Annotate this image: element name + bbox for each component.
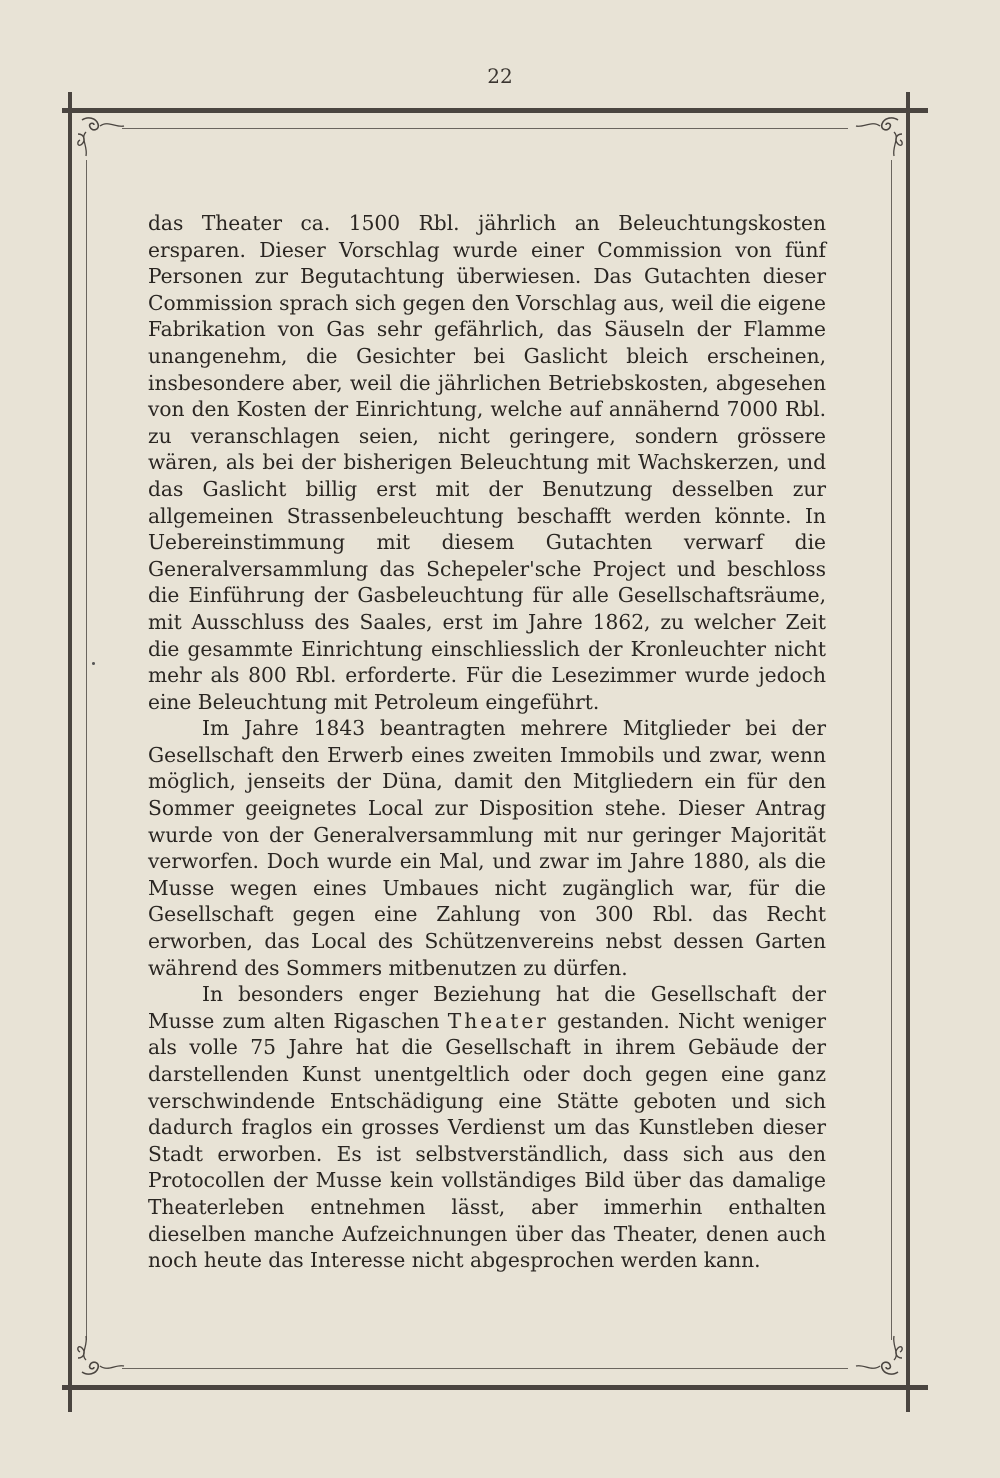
- inner-frame-left: [86, 160, 87, 1340]
- corner-ornament-bottom-left-icon: [74, 1330, 134, 1380]
- paragraph-2: Im Jahre 1843 beantragten mehrere Mitglieder bei der Gesellschaft den Erwerb eines zweiten Immobils und zwar, wenn möglich, jenseits der Düna, damit den Mitgliedern ein für den Sommer geeignetes Local zur Disposition stehe. Dieser Antrag wurde von der Generalversammlung mit nur geringer Majorität verworfen. Doch wurde ein Mal, und zwar im Jahre 1880, als die Musse wegen eines Umbaues nicht zugänglich war, für die Gesellschaft gegen eine Zahlung von 300 Rbl. das Recht erworben, das Local des Schützenvereins nebst dessen Garten während des Sommers mitbenutzen zu dürfen.: [148, 716, 826, 980]
- inner-frame-bottom: [122, 1368, 848, 1369]
- stray-mark: [92, 662, 95, 665]
- frame-bottom-rule: [62, 1385, 928, 1390]
- text-body: [148, 210, 826, 1274]
- inner-frame-top: [122, 128, 848, 129]
- inner-frame-right: [891, 160, 892, 1340]
- corner-ornament-top-right-icon: [846, 112, 906, 162]
- paragraph-3-end: gestanden. Nicht weniger als volle 75 Jahre hat die Gesellschaft in ihrem Gebäude der darstellenden Kunst unentgeltlich oder doch gegen eine ganz verschwindende Entschädigung eine Stätte geboten und sich dadurch fraglos ein grosses Verdienst um das Kunstleben dieser Stadt erworben. Es ist selbstverständlich, dass sich aus den Protocollen der Musse kein vollständiges Bild über das damalige Theaterleben entnehmen lässt, aber immerhin enthalten dieselben manche Aufzeichnungen über das Theater, denen auch noch heute das Interesse nicht abgesprochen werden kann.: [148, 1008, 826, 1273]
- page-number: 22: [487, 64, 513, 88]
- corner-ornament-top-left-icon: [74, 112, 134, 162]
- frame-left-rule: [68, 92, 72, 1412]
- paragraph-1: das Theater ca. 1500 Rbl. jährlich an Beleuchtungskosten ersparen. Dieser Vorschlag wurde einer Commission von fünf Personen zur Begutachtung überwiesen. Das Gutachten dieser Commission sprach sich gegen den Vorschlag aus, weil die eigene Fabrikation von Gas sehr gefährlich, das Säuseln der Flamme unangenehm, die Gesichter bei Gaslicht bleich erscheinen, insbesondere aber, weil die jährlichen Betriebskosten, abgesehen von den Kosten der Einrichtung, welche auf annähernd 7000 Rbl. zu veranschlagen seien, nicht geringere, sondern grössere wären, als bei der bisherigen Beleuchtung mit Wachskerzen, und das Gaslicht billig erst mit der Benutzung desselben zur allgemeinen Strassenbeleuchtung beschafft werden könnte. In Uebereinstimmung mit diesem Gutachten verwarf die Generalversammlung das Schepeler'sche Project und beschloss die Einführung der Gasbeleuchtung für alle Gesellschaftsräume, mit Ausschluss des Saales, erst im Jahre 1862, zu welcher Zeit die gesammte Einrichtung einschliesslich der Kronleuchter nicht mehr als 800 Rbl. erforderte. Für die Lesezimmer wurde jedoch eine Beleuchtung mit Petroleum eingeführt.: [148, 211, 826, 714]
- paragraph-3-emphasis: Theater: [447, 1008, 549, 1033]
- frame-right-rule: [906, 92, 910, 1412]
- frame-top-rule: [62, 108, 928, 113]
- paragraph-3-start: In besonders enger Beziehung hat die Gesellschaft der Musse zum alten Rigaschen: [148, 982, 826, 1033]
- paragraph-3: [148, 981, 826, 1274]
- corner-ornament-bottom-right-icon: [846, 1330, 906, 1380]
